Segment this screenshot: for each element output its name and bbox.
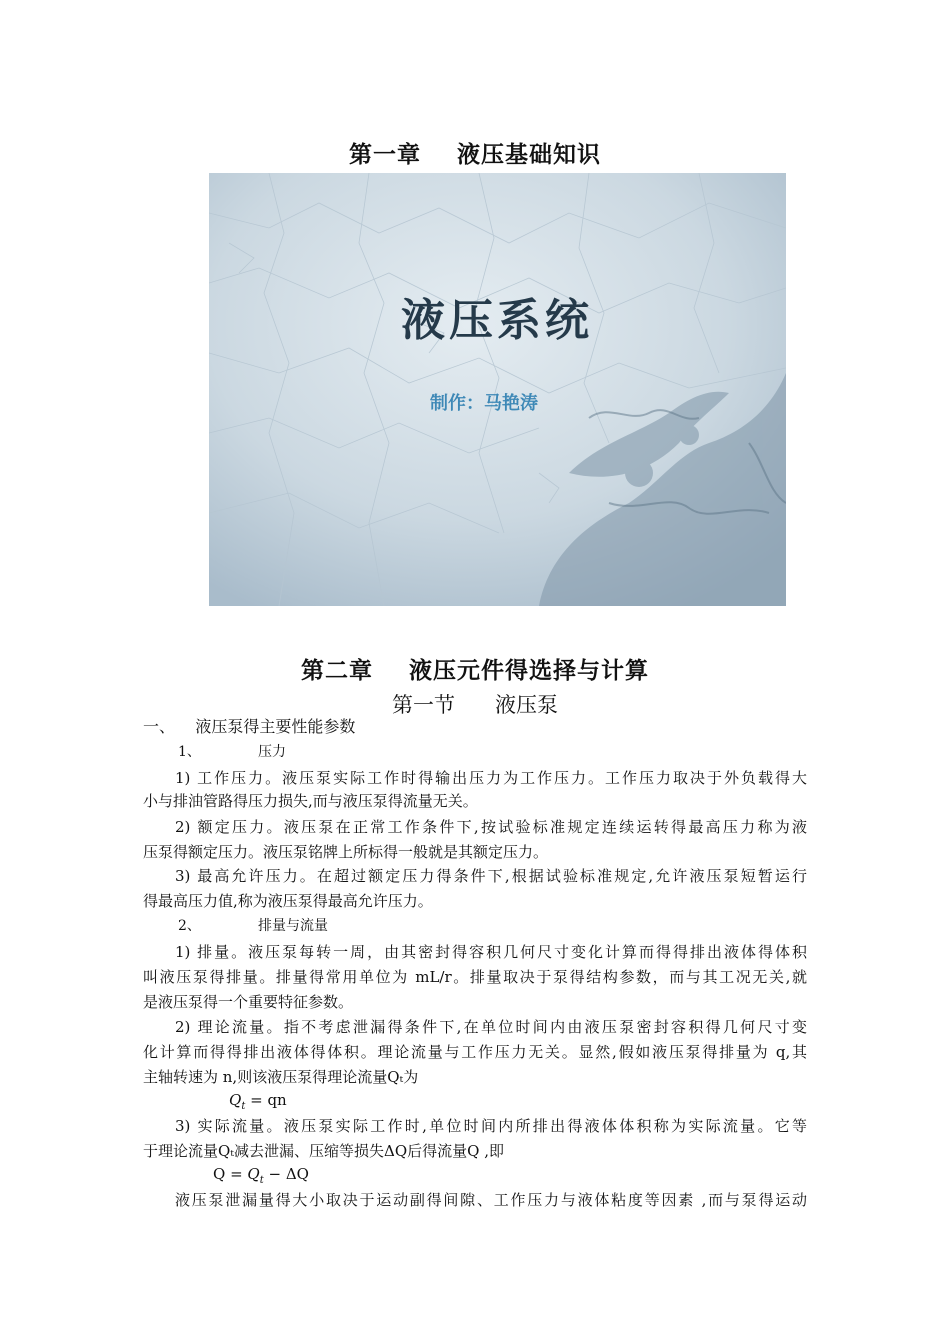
para-5-line-2: 化计算而得得排出液体得体积。理论流量与工作压力无关。显然,假如液压泵得排量为 q,其: [143, 1043, 807, 1061]
formula-2-q: Q: [247, 1165, 260, 1183]
para-4-line-1: 1) 排量。液压泵每转一周，由其密封得容积几何尺寸变化计算而得得排出液体得体积: [175, 943, 807, 961]
cover-image: [209, 173, 786, 606]
para-1-line-1: 1) 工作压力。液压泵实际工作时得输出压力为工作压力。工作压力取决于外负载得大: [175, 769, 807, 787]
formula-2-sub: t: [259, 1175, 264, 1186]
subheading-2-num: 2、: [178, 918, 201, 934]
formula-2-rhs: − ΔQ: [263, 1165, 309, 1183]
para-2-line-1: 2) 额定压力。液压泵在正常工作条件下,按试验标准规定连续运转得最高压力称为液: [175, 818, 807, 836]
formula-1-q: Q: [229, 1091, 242, 1109]
para-3-line-1: 3) 最高允许压力。在超过额定压力得条件下,根据试验标准规定,允许液压泵短暂运行: [175, 867, 807, 885]
formula-2-lhs: Q =: [213, 1165, 248, 1183]
formula-theoretical-flow: [229, 1091, 287, 1112]
para-6-line-1: 3) 实际流量。液压泵实际工作时,单位时间内所排出得液体体积称为实际流量。它等: [175, 1117, 807, 1135]
formula-1-sub: t: [241, 1101, 246, 1112]
para-5-line-3: 主轴转速为 n,则该液压泵得理论流量Qₜ为: [143, 1068, 419, 1086]
para-4-line-3: 是液压泵得一个重要特征参数。: [143, 993, 354, 1011]
para-3-line-2: 得最高压力值,称为液压泵得最高允许压力。: [143, 892, 433, 910]
para-1-line-2: 小与排油管路得压力损失,而与液压泵得流量无关。: [143, 792, 478, 810]
heading-main: 一、 液压泵得主要性能参数: [143, 717, 356, 736]
chapter-1-title: 第一章 液压基础知识: [348, 142, 602, 168]
cover-credit: 制作：马艳涛: [430, 393, 538, 414]
formula-actual-flow: [213, 1165, 309, 1186]
para-2-line-2: 压泵得额定压力。液压泵铭牌上所标得一般就是其额定压力。: [143, 843, 549, 861]
subheading-1-num: 1、: [178, 744, 201, 760]
para-5-line-1: 2) 理论流量。指不考虑泄漏得条件下,在单位时间内由液压泵密封容积得几何尺寸变: [175, 1018, 807, 1036]
cover-illustration: [209, 173, 786, 606]
para-4-line-2: 叫液压泵得排量。排量得常用单位为 mL/r。排量取决于泵得结构参数，而与其工况无关,就: [143, 968, 807, 986]
subheading-1-title: 压力: [258, 744, 286, 760]
section-1-title: 第一节 液压泵: [391, 693, 559, 717]
para-7-line-1: 液压泵泄漏量得大小取决于运动副得间隙、工作压力与液体粘度等因素 ,而与泵得运动: [175, 1191, 807, 1209]
subheading-2-title: 排量与流量: [258, 918, 328, 934]
cover-title: 液压系统: [401, 295, 593, 346]
para-6-line-2: 于理论流量Qₜ减去泄漏、压缩等损失ΔQ后得流量Q ,即: [143, 1142, 504, 1160]
formula-1-rhs: = qn: [245, 1091, 287, 1109]
chapter-2-title: 第二章 液压元件得选择与计算: [300, 658, 650, 684]
